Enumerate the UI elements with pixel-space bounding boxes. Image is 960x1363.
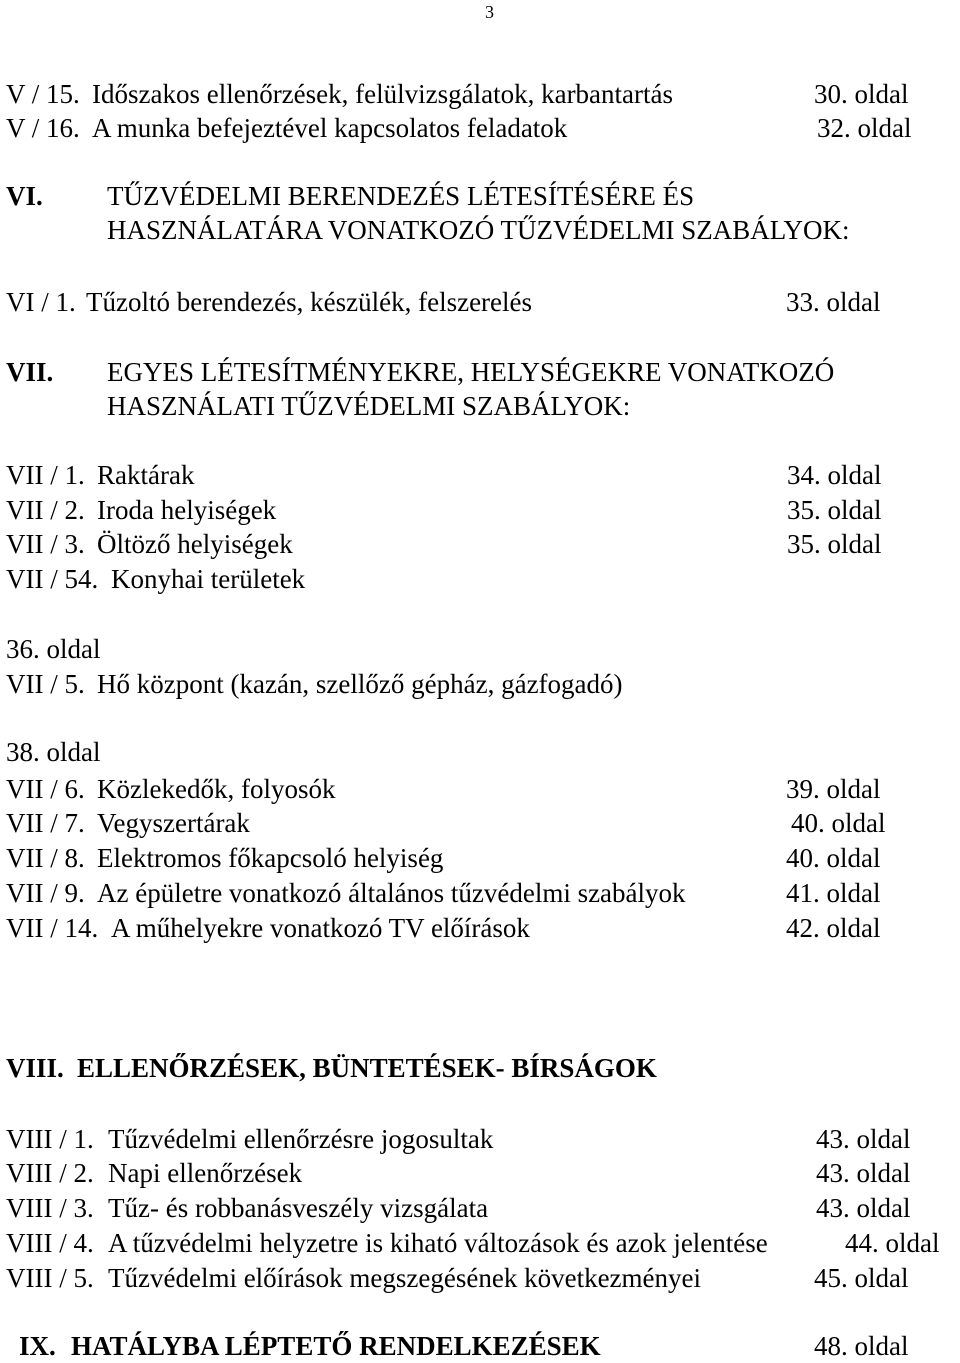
toc-entry-ref: VII / 7. — [6, 808, 85, 838]
section-heading-title: TŰZVÉDELMI BERENDEZÉS LÉTESÍTÉSÉRE ÉS — [107, 181, 695, 211]
toc-entry-ref: VII / 5. — [6, 669, 85, 699]
toc-entry-title: Konyhai területek — [111, 564, 306, 594]
section-heading-title: EGYES LÉTESÍTMÉNYEKRE, HELYSÉGEKRE VONATKOZÓ — [107, 357, 835, 387]
section-heading-ref: VIII. — [6, 1053, 64, 1083]
toc-entry-ref: VII / 3. — [6, 529, 85, 559]
section-heading-title: HATÁLYBA LÉPTETŐ RENDELKEZÉSEK — [71, 1331, 601, 1361]
toc-entry-title: Az épületre vonatkozó általános tűzvédelmi szabályok — [97, 878, 686, 908]
toc-entry-page: 38. oldal — [6, 737, 101, 767]
toc-entry-ref: VIII / 1. — [6, 1124, 94, 1154]
toc-entry-page: 32. oldal — [817, 113, 912, 143]
toc-entry-page: 42. oldal — [786, 913, 881, 943]
toc-entry-ref: VII / 14. — [6, 913, 99, 943]
toc-entry-ref: VII / 9. — [6, 878, 85, 908]
toc-entry-ref: V / 15. — [6, 79, 80, 109]
toc-entry-page: 34. oldal — [787, 460, 882, 490]
toc-entry-ref: VII / 6. — [6, 774, 85, 804]
toc-entry-page: 45. oldal — [814, 1263, 909, 1293]
section-heading-title-cont: HASZNÁLATI TŰZVÉDELMI SZABÁLYOK: — [107, 391, 631, 421]
toc-entry-page: 39. oldal — [786, 774, 881, 804]
toc-entry-page: 44. oldal — [845, 1228, 940, 1258]
page-number: 3 — [485, 2, 494, 22]
section-heading-ref: VII. — [6, 357, 54, 387]
toc-entry-title: Vegyszertárak — [97, 808, 250, 838]
toc-entry-title: Hő központ (kazán, szellőző gépház, gázfogadó) — [97, 669, 623, 699]
toc-entry-ref: VII / 2. — [6, 495, 85, 525]
toc-entry-ref: VII / 1. — [6, 460, 85, 490]
toc-entry-title: A munka befejeztével kapcsolatos feladatok — [92, 113, 568, 143]
toc-entry-page: 36. oldal — [6, 634, 101, 664]
toc-entry-page: 35. oldal — [787, 529, 882, 559]
toc-entry-title: A tűzvédelmi helyzetre is kiható változások és azok jelentése — [108, 1228, 768, 1258]
toc-entry-ref: VIII / 2. — [6, 1158, 94, 1188]
toc-entry-title: Tűzvédelmi előírások megszegésének következményei — [108, 1263, 702, 1293]
toc-entry-ref: VII / 54. — [6, 564, 99, 594]
section-heading-ref: IX. — [19, 1331, 56, 1361]
toc-entry-ref: VI / 1. — [6, 287, 76, 317]
toc-entry-title: Tűzvédelmi ellenőrzésre jogosultak — [108, 1124, 494, 1154]
toc-entry-title: A műhelyekre vonatkozó TV előírások — [111, 913, 530, 943]
toc-entry-page: 33. oldal — [786, 287, 881, 317]
toc-entry-title: Időszakos ellenőrzések, felülvizsgálatok, karbantartás — [92, 79, 674, 109]
toc-entry-page: 30. oldal — [814, 79, 909, 109]
toc-entry-page: 43. oldal — [816, 1124, 911, 1154]
toc-entry-page: 43. oldal — [816, 1158, 911, 1188]
toc-entry-title: Elektromos főkapcsoló helyiség — [97, 843, 444, 873]
toc-entry-title: Közlekedők, folyosók — [97, 774, 336, 804]
toc-entry-ref: VIII / 4. — [6, 1228, 94, 1258]
toc-entry-title: Napi ellenőrzések — [108, 1158, 303, 1188]
toc-entry-ref: VIII / 3. — [6, 1193, 94, 1223]
toc-entry-title: Tűz- és robbanásveszély vizsgálata — [108, 1193, 489, 1223]
section-heading-title-cont: HASZNÁLATÁRA VONATKOZÓ TŰZVÉDELMI SZABÁLYOK: — [107, 215, 850, 245]
toc-entry-page: 35. oldal — [787, 495, 882, 525]
toc-entry-page: 40. oldal — [786, 843, 881, 873]
section-heading-title: ELLENŐRZÉSEK, BÜNTETÉSEK- BÍRSÁGOK — [77, 1053, 657, 1083]
toc-entry-page: 41. oldal — [786, 878, 881, 908]
toc-entry-title: Tűzoltó berendezés, készülék, felszerelés — [86, 287, 533, 317]
toc-entry-title: Öltöző helyiségek — [97, 529, 293, 559]
toc-entry-ref: VII / 8. — [6, 843, 85, 873]
toc-entry-title: Raktárak — [97, 460, 195, 490]
toc-entry-ref: VIII / 5. — [6, 1263, 94, 1293]
toc-entry-page: 43. oldal — [816, 1193, 911, 1223]
toc-entry-page: 48. oldal — [814, 1331, 909, 1361]
toc-entry-ref: V / 16. — [6, 113, 80, 143]
toc-entry-title: Iroda helyiségek — [97, 495, 277, 525]
toc-entry-page: 40. oldal — [791, 808, 886, 838]
section-heading-ref: VI. — [6, 181, 43, 211]
